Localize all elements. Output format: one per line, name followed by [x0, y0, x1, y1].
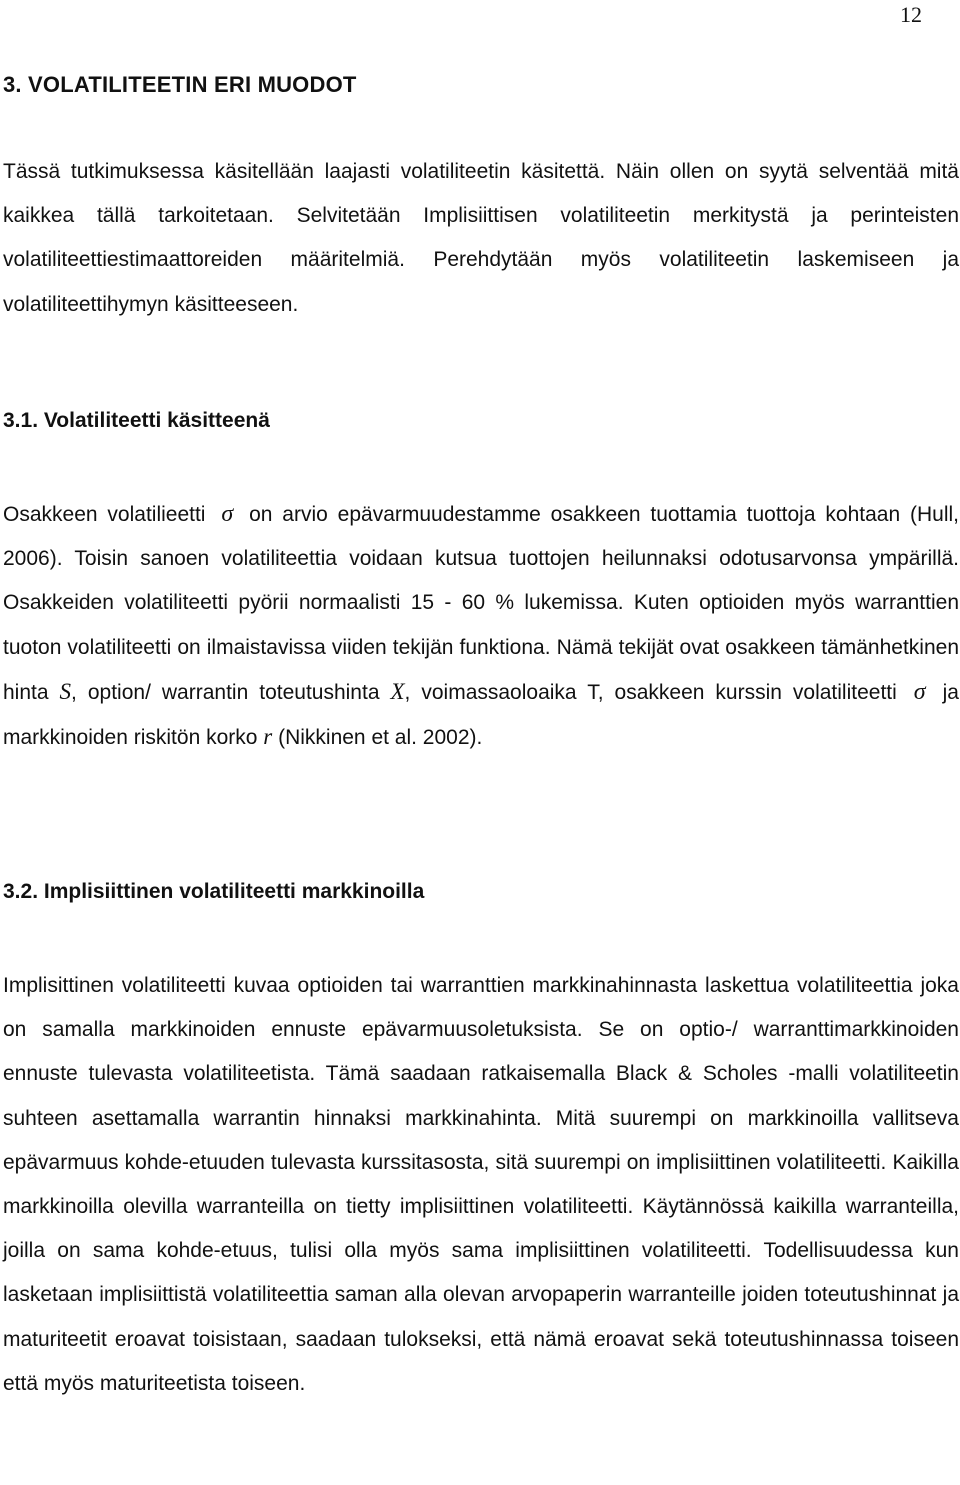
chapter-heading: 3. VOLATILITEETIN ERI MUODOT — [3, 72, 357, 97]
section-3-1-paragraph — [3, 492, 959, 760]
variable-x: X — [390, 678, 405, 704]
section-3-1-text-2: on arvio epävarmuudestamme osakkeen tuottamia tuottoja kohtaan (Hull, 2006). Toisin sanoen volatiliteettia voidaan kutsua tuottojen heilunnaksi odotusarvonsa ympärillä. Osakkeiden volatiliteetti pyörii normaalisti 15 - 60 % lukemissa. Kuten optioiden myös warranttien tuoton volatiliteetti on ilmaistavissa viiden tekijän funktiona. Nämä tekijät ovat osakkeen tämänhetkinen hinta — [3, 503, 959, 704]
section-3-2-heading: 3.2. Implisiittinen volatiliteetti markkinoilla — [3, 880, 425, 903]
variable-s: S — [59, 678, 72, 704]
intro-paragraph: Tässä tutkimuksessa käsitellään laajasti volatiliteetin käsitettä. Näin ollen on syytä selventää mitä kaikkea tällä tarkoitetaan. Selvitetään Implisiittisen volatiliteetin merkitystä ja perinteisten volatiliteettiestimaattoreiden määritelmiä. Perehdytään myös volatiliteetin laskemiseen ja volatiliteettihymyn käsitteeseen. — [3, 160, 959, 316]
sigma-symbol: σ — [221, 501, 234, 527]
section-3-2-paragraph: Implisittinen volatiliteetti kuvaa optioiden tai warranttien markkinahinnasta laskettua volatiliteettia joka on samalla markkinoiden ennuste epävarmuusoletuksista. Se on optio-/ warranttimarkkinoiden ennuste tulevasta volatiliteetista. Tämä saadaan ratkaisemalla Black & Scholes -malli volatiliteetin suhteen asettamalla warrantin hinnaksi markkinahinta. Mitä suurempi on markkinoilla vallitseva epävarmuus kohde-etuuden tulevasta kurssitasosta, sitä suurempi on implisiittinen volatiliteetti. Kaikilla markkinoilla olevilla warranteilla on tietty implisiittinen volatiliteetti. Käytännössä kaikilla warranteilla, joilla on sama kohde-etuus, tulisi olla myös sama implisiittinen volatiliteetti. Todellisuudessa kun lasketaan implisiittistä volatiliteettia saman alla olevan arvopaperin warranteille joiden toteutushinnat ja maturiteetit eroavat toisistaan, saadaan tulokseksi, että nämä eroavat sekä toteutushinnassa toiseen että myös maturiteetista toiseen. — [3, 974, 959, 1395]
section-3-1-text-5: ja markkinoiden riskitön korko — [3, 680, 959, 750]
section-3-1-text-6: (Nikkinen et al. 2002). — [278, 726, 483, 750]
variable-r: r — [263, 724, 273, 750]
section-3-1-text-1: Osakkeen volatilieetti — [3, 503, 206, 526]
sigma-symbol: σ — [913, 678, 926, 705]
page-number: 12 — [900, 2, 922, 27]
section-3-1-heading: 3.1. Volatiliteetti käsitteenä — [3, 409, 270, 432]
section-3-1-text-4: , voimassaoloaika T, osakkeen kurssin volatiliteetti — [404, 680, 897, 704]
section-3-1-text-3: , option/ warrantin toteutushinta — [71, 680, 380, 704]
